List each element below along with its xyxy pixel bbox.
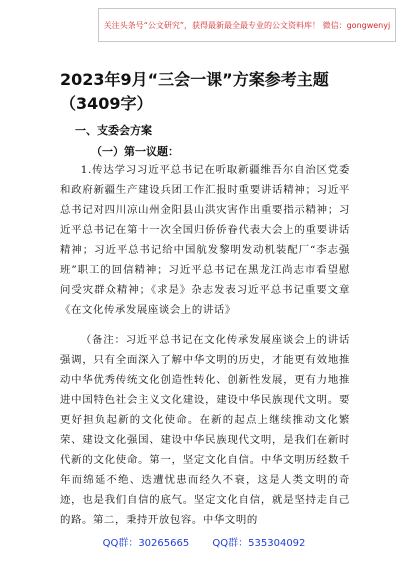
- document-title: 2023年9月“三会一课”方案参考主题（3409字）: [60, 70, 329, 113]
- qq-group-2: QQ群：535304092: [212, 538, 306, 549]
- subsection-heading: （一）第一议题：: [91, 145, 179, 158]
- header-banner: [98, 8, 396, 42]
- section-heading: 一、支委会方案: [75, 124, 152, 137]
- body-paragraph-2: （备注：习近平总书记在文化传承发展座谈会上的讲话强调，只有全面深入了解中华文明的历史，才能更有效地推动中华优秀传统文化创造性转化、创新性发展，更有力地推进中国特色社会主义文化建设，建设中华民族现代文明。要更好担负起新的文化使命。在新的起点上继续推动文化繁荣、建设文化强国、建设中华民族现代文明，是我们在新时代新的文化使命。第一，坚定文化自信。中华文明历经数千年而绵延不绝、迭遭忧患而经久不衰，这是人类文明的奇迹，也是我们自信的底气。坚定文化自信，就是坚持走自己的路。第二，秉持开放包容。中华文明的: [60, 334, 350, 526]
- footer-contact: [0, 534, 408, 549]
- header-note: 关注头条号“公文研究”，获得最新最全最专业的公文资料库！ 微信：gongwenyj: [103, 20, 391, 30]
- body-paragraph-1: 1.传达学习习近平总书记在听取新疆维吾尔自治区党委和政府新疆生产建设兵团工作汇报时重要讲话精神；习近平总书记对四川凉山州金阳县山洪灾害作出重要指示精神；习近平总书记在第十一次全国归侨侨眷代表大会上的重要讲话精神；习近平总书记给中国航发黎明发动机装配厂“李志强班”职工的回信精神；习近平总书记在黑龙江尚志市看望慰问受灾群众精神；《求是》杂志发表习近平总书记重要文章《在文化传承发展座谈会上的讲话》: [60, 164, 350, 316]
- qq-group-1: QQ群：30265665: [102, 538, 190, 549]
